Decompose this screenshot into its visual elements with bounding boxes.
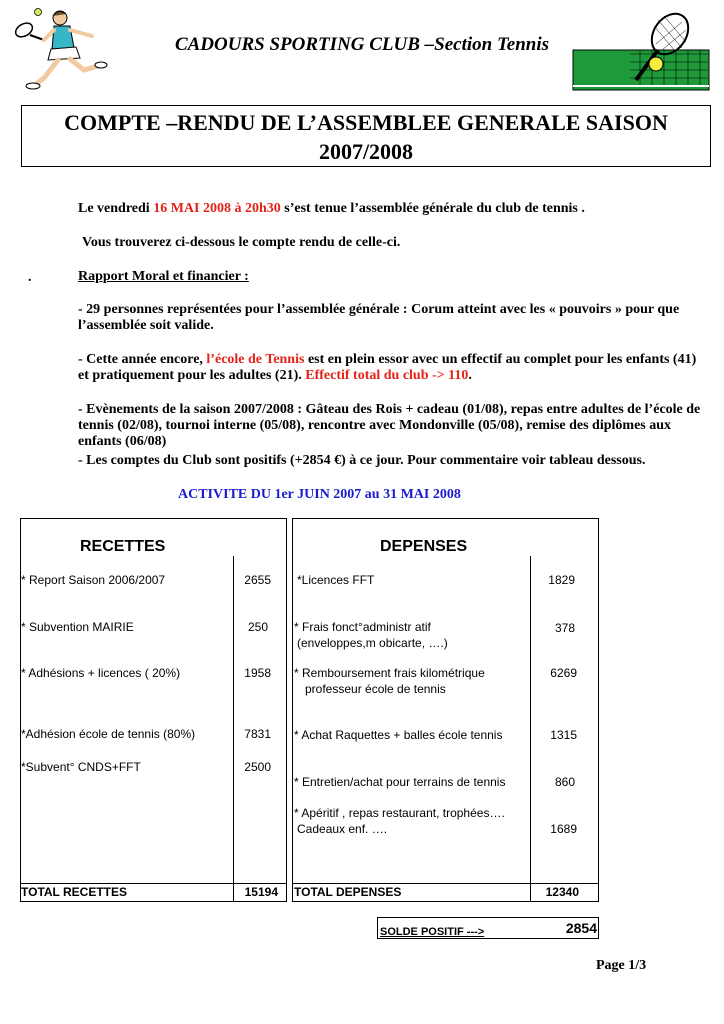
depenses-row-label: * Remboursement frais kilométrique [294,666,485,680]
tennis-racket-net-icon [570,10,712,94]
item2-prefix: - Cette année encore, [78,352,207,367]
depenses-row-value: 378 [554,621,575,635]
depenses-row-label-2: Cadeaux enf. …. [297,822,388,836]
club-title: CADOURS SPORTING CLUB –Section Tennis [174,34,550,55]
depenses-row-label: * Achat Raquettes + balles école tennis [294,728,503,742]
recettes-row-label: *Subvent° CNDS+FFT [21,760,141,774]
solde-value: 2854 [565,920,597,936]
recettes-heading: RECETTES [80,538,166,555]
depenses-row-value: 1315 [550,728,577,742]
report-item-1: - 29 personnes représentées pour l’assemblée générale : Corum atteint avec les « pouvoirs » pour que l’assemblée soit valide. [78,302,680,333]
solde-label: SOLDE POSITIF ---> [380,926,485,938]
document-title [21,105,711,167]
intro-prefix: Le vendredi [78,201,154,216]
depenses-row-value: 860 [554,775,575,789]
intro-suffix: s’est tenue l’assemblée générale du club de tennis . [280,201,585,216]
depenses-total-label: TOTAL DEPENSES [294,885,402,899]
recettes-row-label: * Adhésions + licences ( 20%) [21,666,181,680]
depenses-row-value: 1829 [548,573,575,587]
recettes-total-label: TOTAL RECETTES [21,885,128,899]
depenses-row-label: * Frais fonct°administr atif [294,620,431,634]
recettes-row-value: 2500 [244,760,271,774]
recettes-total-value: 15194 [244,885,278,899]
recettes-column-divider [233,556,234,902]
depenses-row-label-2: professeur école de tennis [305,682,446,696]
recettes-row-label: * Report Saison 2006/2007 [21,573,166,587]
depenses-column-divider [530,556,531,902]
title-line-2: 2007/2008 [318,139,414,164]
report-heading: Rapport Moral et financier : [78,269,249,284]
title-line-1: COMPTE –RENDU DE L’ASSEMBLEE GENERALE SAISON [64,110,668,135]
recettes-row-label: *Adhésion école de tennis (80%) [21,727,196,741]
depenses-row-label-2: (enveloppes,m obicarte, ….) [297,636,448,650]
recettes-row-value: 2655 [244,573,271,587]
meeting-date: 16 MAI 2008 à 20h30 [153,201,281,216]
depenses-row-label: * Entretien/achat pour terrains de tennis [294,775,506,789]
report-item-4: - Les comptes du Club sont positifs (+2854 €) à ce jour. Pour commentaire voir tableau dessous. [78,453,646,468]
recettes-row-label: * Subvention MAIRIE [21,620,134,634]
item2-end: . [468,368,472,383]
report-item-2 [78,352,704,384]
recettes-row-value: 7831 [244,727,271,741]
depenses-row-label: * Apéritif , repas restaurant, trophées…. [294,806,505,820]
depenses-row-value: 1689 [550,822,577,836]
intro-paragraph [78,201,704,217]
item2-middle: est en plein essor avec un effectif au complet pour les enfants (41) et pratiquement pour les adultes (21). [78,352,697,383]
activity-title: ACTIVITE DU 1er JUIN 2007 au 31 MAI 2008 [178,487,461,502]
total-club-label: Effectif total du club -> 110 [305,368,469,383]
depenses-row-label: *Licences FFT [297,573,375,587]
report-item-3: - Evènements de la saison 2007/2008 : Gâteau des Rois + cadeau (01/08), repas entre adultes de l’école de tennis (02/08), tournoi interne (05/08), rencontre avec Mondonville (05/08), remise des diplômes aux enfants (06/08) [78,402,701,449]
intro-paragraph-2: Vous trouverez ci-dessous le compte rendu de celle-ci. [82,235,401,250]
recettes-row-value: 1958 [244,666,271,680]
depenses-heading: DEPENSES [380,538,468,555]
depenses-total-value: 12340 [545,885,579,899]
report-bullet: . [28,270,32,285]
page-number: Page 1/3 [596,958,647,973]
tennis-school-label: l’école de Tennis [206,352,305,367]
depenses-row-value: 6269 [550,666,577,680]
recettes-row-value: 250 [247,620,268,634]
